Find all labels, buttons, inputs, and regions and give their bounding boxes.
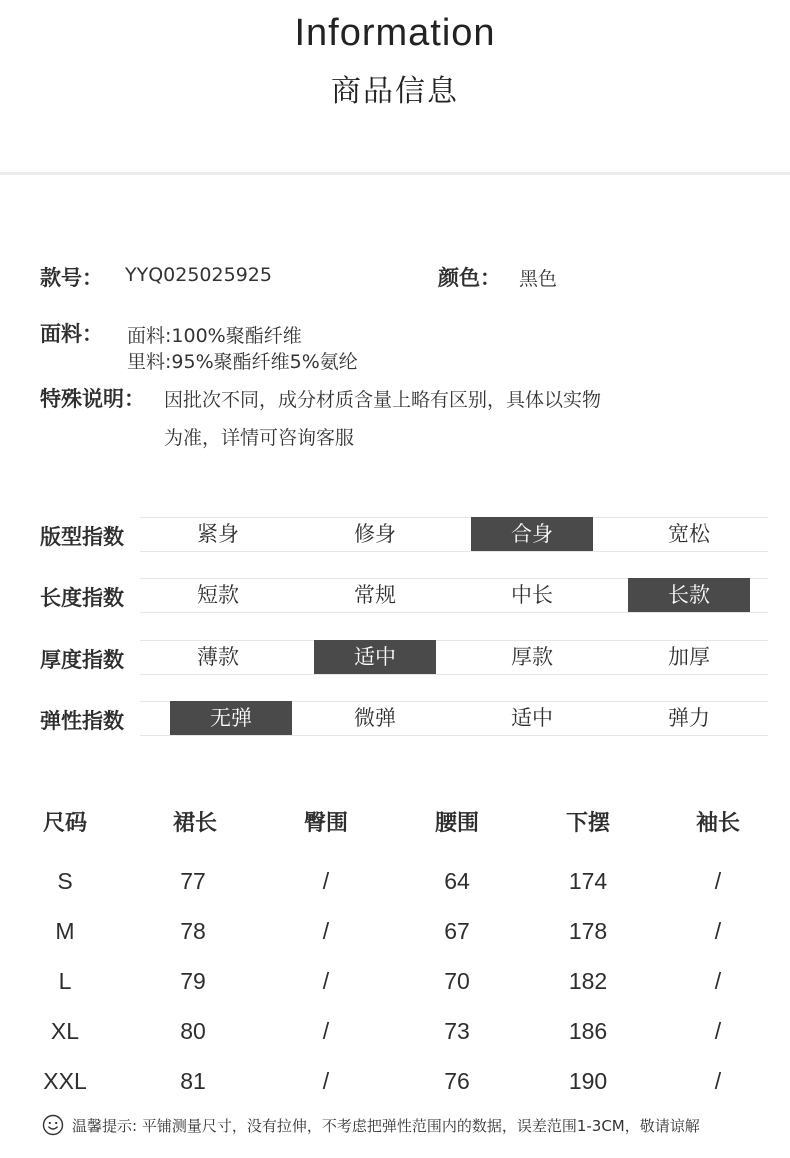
tip-text: 温馨提示: 平铺测量尺寸，没有拉伸，不考虑把弹性范围内的数据，误差范围1-3CM，敬请谅解 <box>72 1116 700 1135</box>
index-row-thickness <box>0 640 790 680</box>
table-cell: / <box>322 1068 330 1094</box>
table-cell: 73 <box>444 1018 470 1044</box>
table-cell: 76 <box>444 1068 470 1094</box>
index-bottom-rule <box>140 735 768 736</box>
fabric-label: 面料： <box>40 322 103 346</box>
index-option: 短款 <box>197 583 239 607</box>
table-cell: / <box>714 918 722 944</box>
index-option: 适中 <box>314 640 436 674</box>
table-cell: 174 <box>568 868 608 894</box>
table-cell: / <box>322 918 330 944</box>
table-header: 下摆 <box>565 811 611 836</box>
index-option: 中长 <box>511 583 553 607</box>
table-cell: 64 <box>444 868 470 894</box>
index-option: 薄款 <box>197 645 239 669</box>
table-cell: / <box>322 868 330 894</box>
index-option: 无弹 <box>170 701 292 735</box>
table-cell: 186 <box>568 1018 608 1044</box>
table-cell: 178 <box>568 918 608 944</box>
table-cell: 67 <box>444 918 470 944</box>
color-value: 黑色 <box>519 268 558 290</box>
table-cell: 81 <box>180 1068 206 1094</box>
index-row-length <box>0 578 790 618</box>
smile-icon <box>42 1114 64 1136</box>
index-label: 厚度指数 <box>40 648 124 672</box>
index-bottom-rule <box>140 551 768 552</box>
title-chinese: 商品信息 <box>331 74 459 109</box>
table-cell: 78 <box>180 918 206 944</box>
color-label: 颜色： <box>438 266 501 290</box>
index-option: 修身 <box>354 522 396 546</box>
table-cell: M <box>55 918 75 944</box>
index-label: 版型指数 <box>40 525 124 549</box>
note-line-1: 因批次不同，成分材质含量上略有区别，具体以实物 <box>164 389 602 411</box>
table-cell: 70 <box>444 968 470 994</box>
table-cell: / <box>714 1018 722 1044</box>
index-label: 长度指数 <box>40 586 124 610</box>
title-english: Information <box>294 12 496 54</box>
index-option: 合身 <box>471 517 593 551</box>
index-option: 加厚 <box>668 645 710 669</box>
style-no-value: YYQ025025925 <box>125 264 272 286</box>
index-bottom-rule <box>140 612 768 613</box>
table-cell: / <box>714 868 722 894</box>
index-bottom-rule <box>140 674 768 675</box>
table-cell: S <box>57 868 73 894</box>
table-cell: / <box>714 968 722 994</box>
fabric-line-2: 里料:95%聚酯纤维5%氨纶 <box>127 351 358 373</box>
note-label: 特殊说明： <box>40 387 145 411</box>
table-header: 裙长 <box>172 811 218 836</box>
style-no-label: 款号： <box>40 266 103 290</box>
index-option: 弹力 <box>668 706 710 730</box>
table-cell: / <box>322 968 330 994</box>
table-header: 尺码 <box>42 811 88 836</box>
table-cell: XL <box>50 1018 80 1044</box>
table-cell: 190 <box>568 1068 608 1094</box>
header-divider <box>0 172 790 175</box>
table-header: 袖长 <box>695 811 741 836</box>
fabric-line-1: 面料:100%聚酯纤维 <box>127 325 302 347</box>
table-cell: 80 <box>180 1018 206 1044</box>
index-label: 弹性指数 <box>40 709 124 733</box>
table-cell: L <box>58 968 72 994</box>
index-row-fit <box>0 517 790 557</box>
table-cell: / <box>714 1068 722 1094</box>
table-cell: 79 <box>180 968 206 994</box>
table-cell: 77 <box>180 868 206 894</box>
index-option: 宽松 <box>668 522 710 546</box>
index-option: 紧身 <box>197 522 239 546</box>
page-header <box>0 0 790 174</box>
size-tip <box>42 1112 700 1138</box>
table-header: 腰围 <box>434 811 480 836</box>
index-option: 厚款 <box>511 645 553 669</box>
table-cell: 182 <box>568 968 608 994</box>
index-option: 长款 <box>628 578 750 612</box>
table-cell: XXL <box>43 1068 87 1094</box>
index-option: 常规 <box>354 583 396 607</box>
index-row-elasticity <box>0 701 790 741</box>
note-line-2: 为准，详情可咨询客服 <box>164 427 355 449</box>
table-cell: / <box>322 1018 330 1044</box>
index-option: 适中 <box>511 706 553 730</box>
table-header: 臀围 <box>303 811 349 836</box>
index-option: 微弹 <box>354 706 396 730</box>
